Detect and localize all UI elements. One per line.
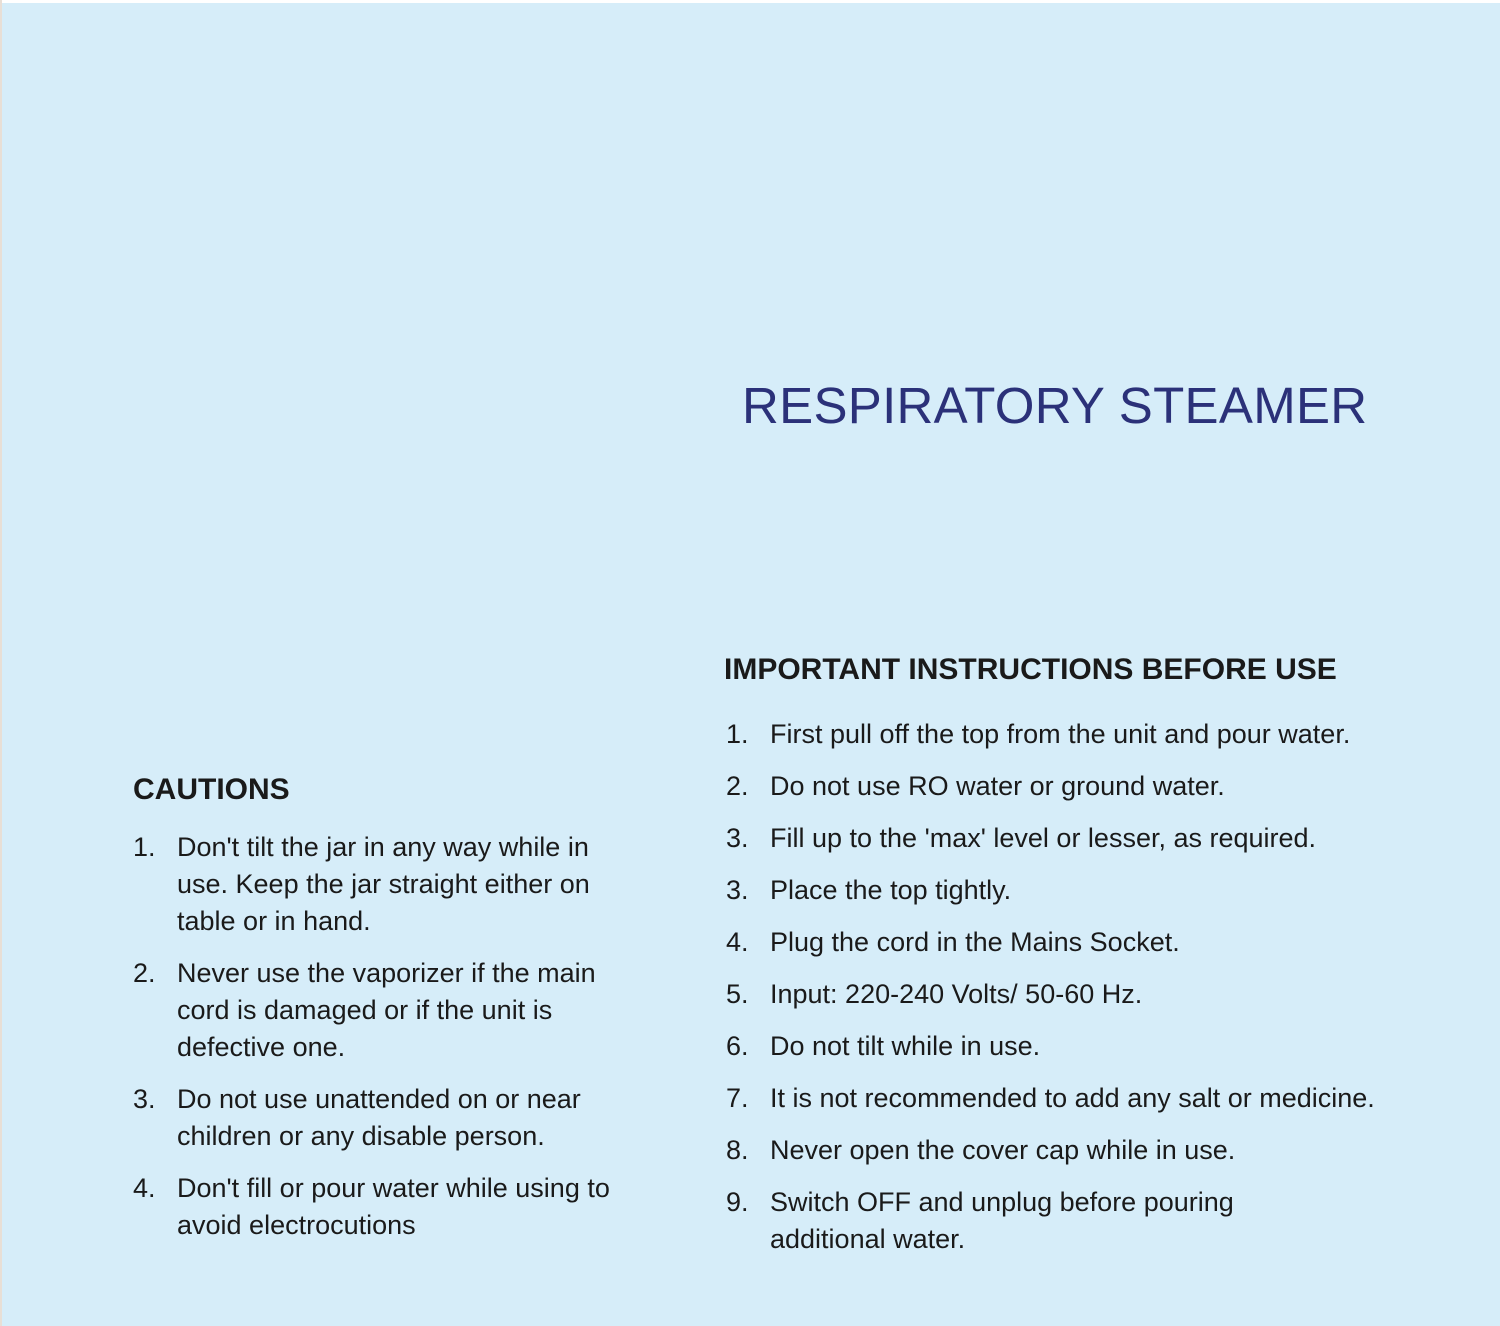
list-item-text: Do not use RO water or ground water.	[770, 771, 1225, 801]
list-item	[726, 1184, 1330, 1258]
list-item-number: 4.	[726, 927, 749, 957]
list-item-number: 9.	[726, 1187, 749, 1217]
list-item-text: Place the top tightly.	[770, 875, 1012, 905]
list-item-text: It is not recommended to add any salt or medicine.	[770, 1083, 1375, 1113]
list-item	[726, 768, 1426, 805]
list-item-text: Don't fill or pour water while using to avoid electrocutions	[177, 1173, 610, 1240]
list-item	[726, 716, 1426, 753]
list-item	[726, 820, 1426, 857]
list-item-number: 3.	[726, 875, 749, 905]
list-item-text: Do not tilt while in use.	[770, 1031, 1041, 1061]
list-item	[133, 955, 627, 1066]
list-item	[133, 829, 637, 940]
list-item	[133, 1081, 627, 1155]
list-item-number: 8.	[726, 1135, 749, 1165]
list-item-number: 3.	[133, 1084, 156, 1114]
page-title: RESPIRATORY STEAMER	[742, 377, 1368, 434]
list-item-number: 4.	[133, 1173, 156, 1203]
list-item	[726, 924, 1426, 961]
list-item-number: 6.	[726, 1031, 749, 1061]
list-item-number: 1.	[133, 832, 156, 862]
list-item	[726, 1080, 1426, 1117]
list-item-text: Do not use unattended on or near children or any disable person.	[177, 1084, 581, 1151]
instructions-heading: IMPORTANT INSTRUCTIONS BEFORE USE	[724, 653, 1337, 686]
left-border	[0, 0, 2, 1326]
list-item-text: Plug the cord in the Mains Socket.	[770, 927, 1180, 957]
list-item-number: 2.	[133, 958, 156, 988]
list-item-text: Switch OFF and unplug before pouring additional water.	[770, 1187, 1234, 1254]
list-item-text: Input: 220-240 Volts/ 50-60 Hz.	[770, 979, 1143, 1009]
list-item-number: 2.	[726, 771, 749, 801]
instructions-list	[726, 716, 1426, 1273]
list-item-number: 1.	[726, 719, 749, 749]
list-item-number: 7.	[726, 1083, 749, 1113]
list-item-text: Never use the vaporizer if the main cord is damaged or if the unit is defective one.	[177, 958, 596, 1062]
list-item-text: Don't tilt the jar in any way while in use. Keep the jar straight either on table or in hand.	[177, 832, 590, 936]
list-item-text: Fill up to the 'max' level or lesser, as required.	[770, 823, 1317, 853]
list-item	[726, 1028, 1426, 1065]
list-item-number: 5.	[726, 979, 749, 1009]
list-item-text: First pull off the top from the unit and pour water.	[770, 719, 1351, 749]
top-border	[0, 0, 1500, 3]
list-item	[726, 1132, 1426, 1169]
list-item-number: 3.	[726, 823, 749, 853]
cautions-heading: CAUTIONS	[133, 773, 290, 806]
list-item	[133, 1170, 667, 1244]
list-item-text: Never open the cover cap while in use.	[770, 1135, 1236, 1165]
cautions-list	[133, 829, 673, 1259]
list-item	[726, 976, 1426, 1013]
list-item	[726, 872, 1426, 909]
